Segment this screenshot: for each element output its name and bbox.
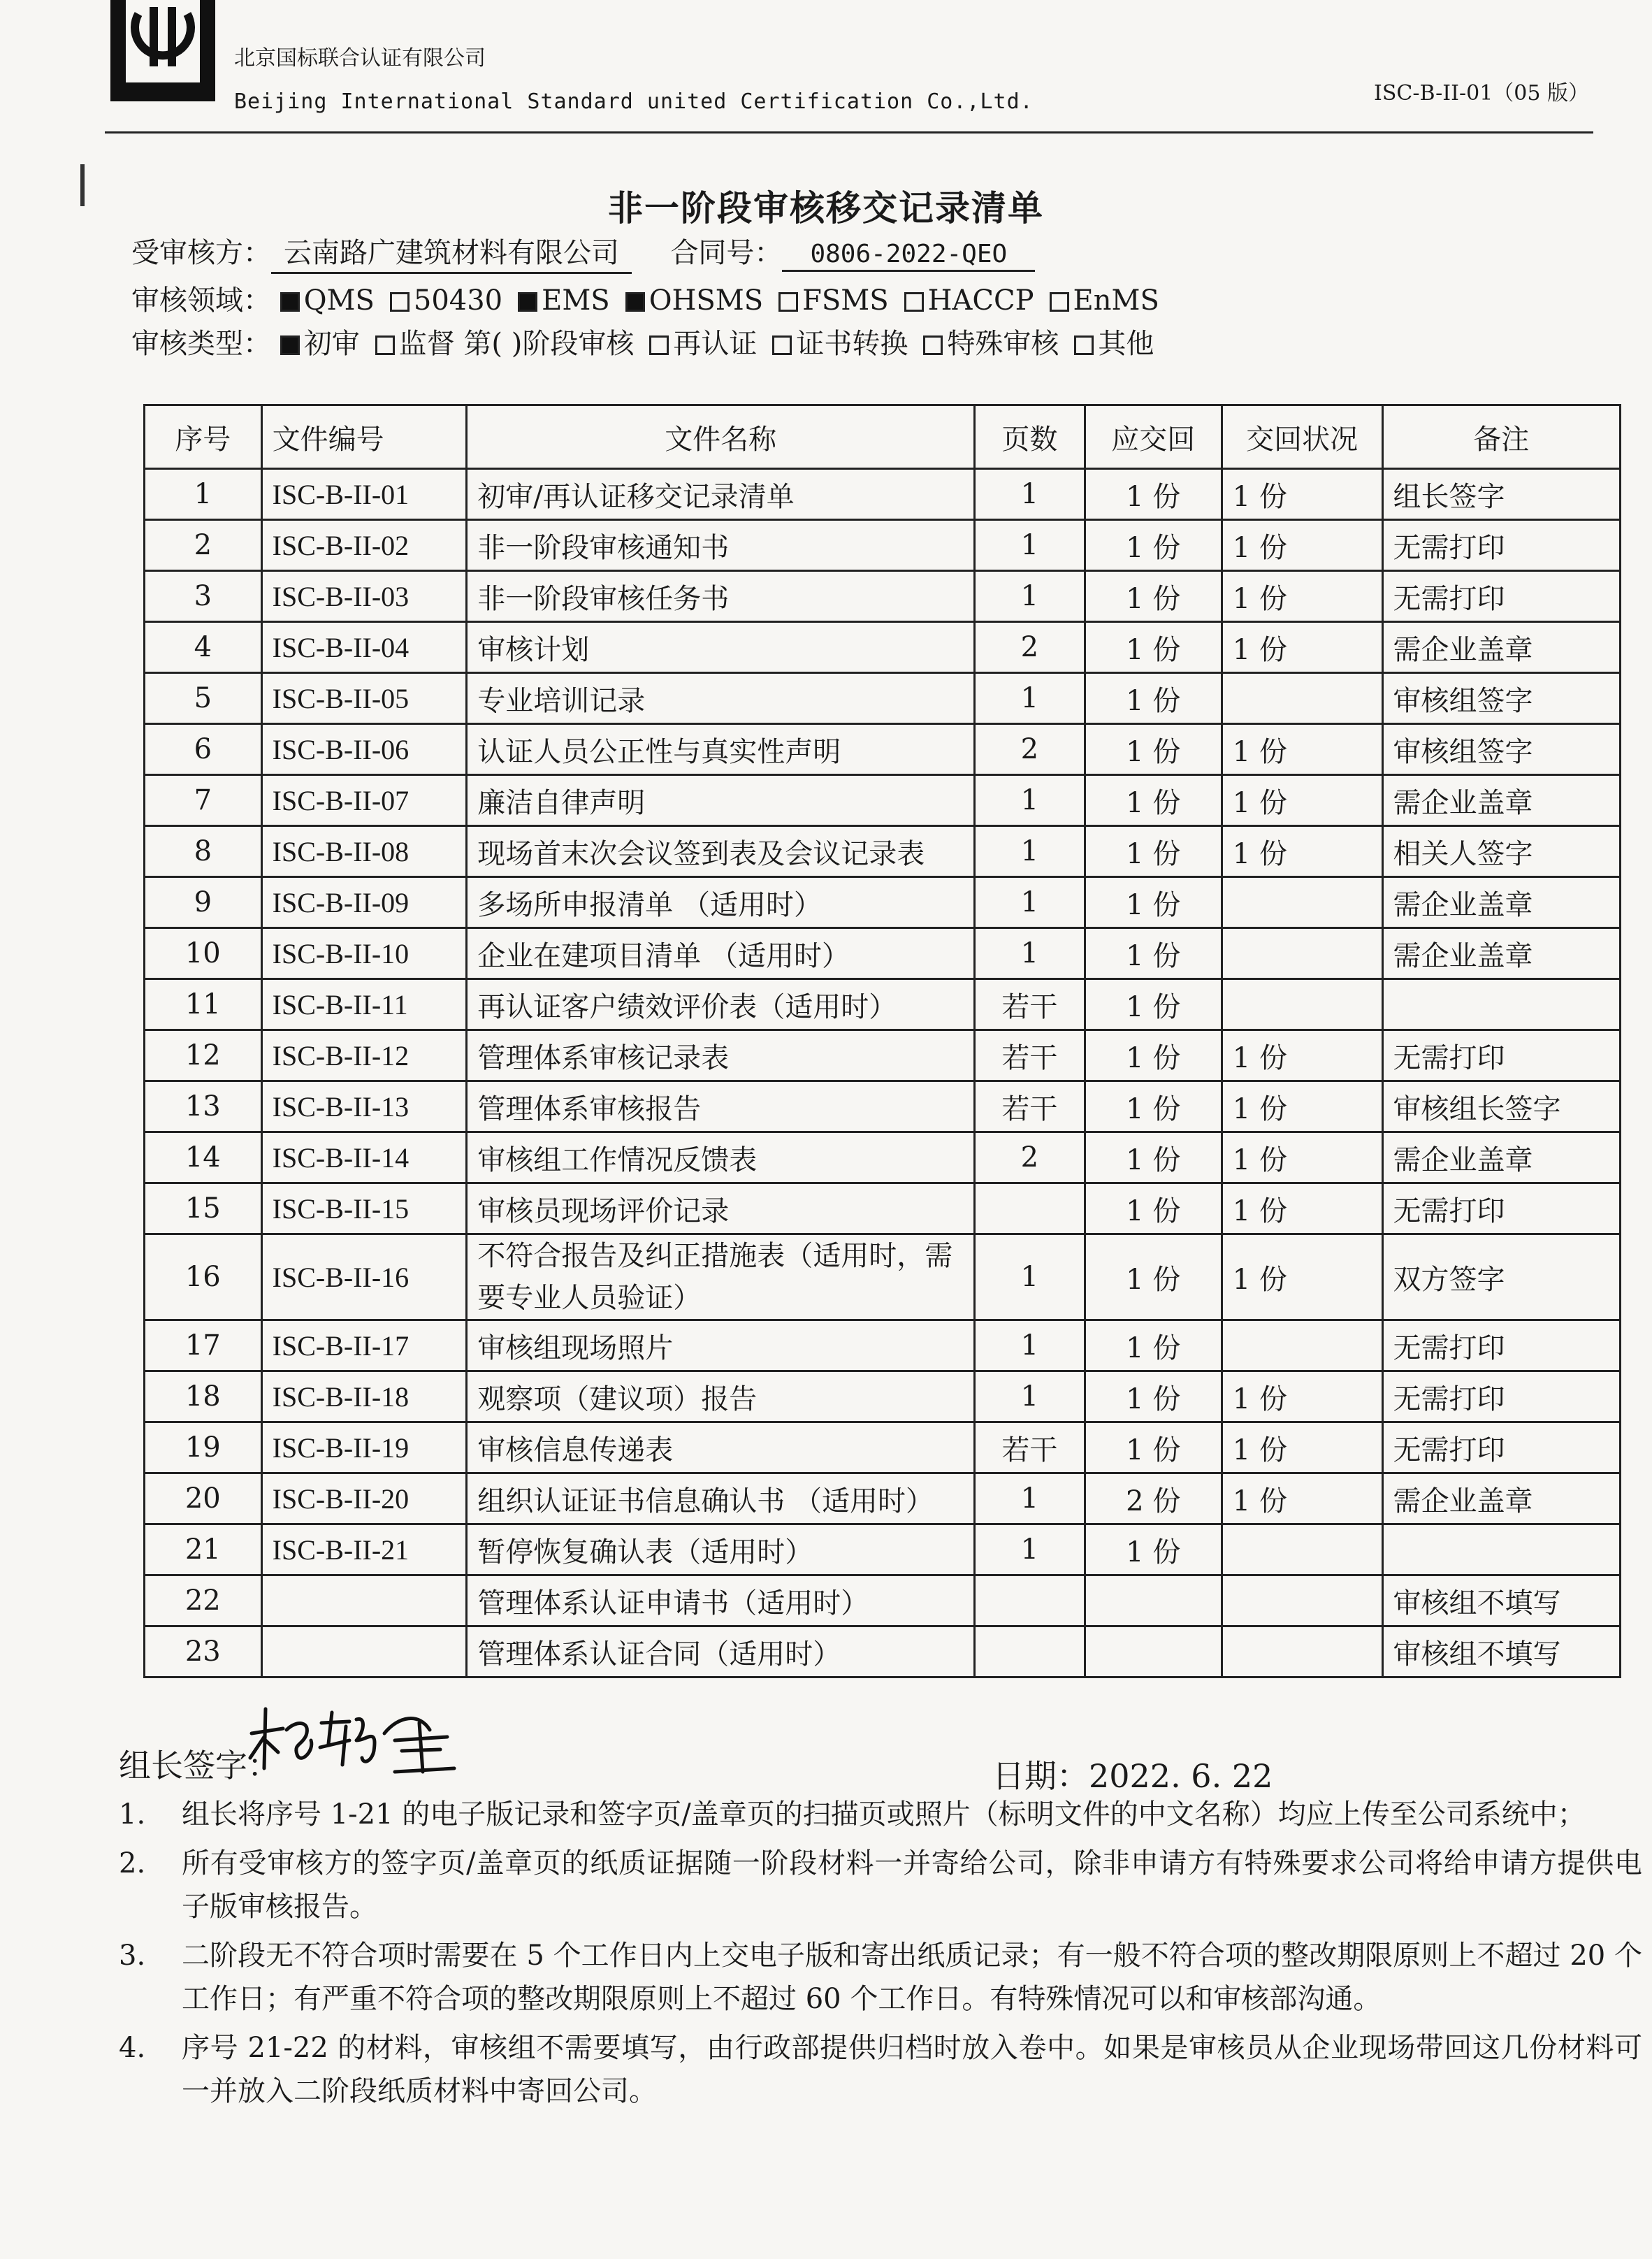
cell-seq: 15 bbox=[145, 1183, 262, 1234]
cell-returned bbox=[1222, 673, 1382, 724]
domain-option-label: EMS bbox=[542, 284, 610, 317]
cell-returned bbox=[1222, 979, 1382, 1030]
cell-name: 认证人员公正性与真实性声明 bbox=[467, 724, 975, 775]
note-number: 1. bbox=[119, 1798, 146, 1831]
audit-domain-label: 审核领域： bbox=[131, 284, 271, 317]
note-item bbox=[119, 2026, 1642, 2113]
table-row bbox=[145, 1320, 1621, 1371]
note-text: 组长将序号 1-21 的电子版记录和签字页/盖章页的扫描页或照片（标明文件的中文名称）均应上传至公司系统中； bbox=[182, 1798, 1586, 1831]
cell-code: ISC-B-II-08 bbox=[261, 826, 467, 877]
cell-seq: 22 bbox=[145, 1575, 262, 1626]
cell-name: 审核组现场照片 bbox=[467, 1320, 975, 1371]
domain-option-label: OHSMS bbox=[649, 284, 764, 317]
header-pages: 页数 bbox=[975, 405, 1085, 469]
cell-required bbox=[1085, 1626, 1222, 1677]
type-option[interactable] bbox=[923, 328, 1059, 360]
cell-name: 审核计划 bbox=[467, 622, 975, 673]
cell-note: 无需打印 bbox=[1382, 1371, 1620, 1422]
company-name-en: Beijing International Standard united Certification Co.,Ltd. bbox=[234, 89, 1034, 114]
cell-pages: 1 bbox=[975, 571, 1085, 622]
header-returned: 交回状况 bbox=[1222, 405, 1382, 469]
cell-pages: 2 bbox=[975, 724, 1085, 775]
unchecked-box-icon[interactable] bbox=[772, 335, 792, 355]
domain-option-label: EnMS bbox=[1073, 284, 1159, 317]
cell-note: 审核组不填写 bbox=[1382, 1626, 1620, 1677]
cell-pages: 若干 bbox=[975, 1422, 1085, 1473]
cell-note: 需企业盖章 bbox=[1382, 928, 1620, 979]
cell-required: 1 份 bbox=[1085, 469, 1222, 520]
cell-code: ISC-B-II-05 bbox=[261, 673, 467, 724]
table-row bbox=[145, 1081, 1621, 1132]
auditee-label: 受审核方： bbox=[131, 237, 271, 269]
note-text: 二阶段无不符合项时需要在 5 个工作日内上交电子版和寄出纸质记录；有一般不符合项的整改期限原则上不超过 20 个工作日；有严重不符合项的整改期限原则上不超过 60 个工作日。有特殊情况可以和审核部沟通。 bbox=[182, 1940, 1642, 2015]
cell-pages: 1 bbox=[975, 1234, 1085, 1320]
cell-pages: 若干 bbox=[975, 1081, 1085, 1132]
table-row bbox=[145, 928, 1621, 979]
cell-code: ISC-B-II-11 bbox=[261, 979, 467, 1030]
cell-name: 再认证客户绩效评价表（适用时） bbox=[467, 979, 975, 1030]
table-row bbox=[145, 622, 1621, 673]
cell-code: ISC-B-II-06 bbox=[261, 724, 467, 775]
cell-pages bbox=[975, 1626, 1085, 1677]
cell-name: 管理体系审核报告 bbox=[467, 1081, 975, 1132]
note-number: 3. bbox=[119, 1940, 146, 1972]
checked-box-icon[interactable] bbox=[518, 292, 537, 312]
cell-note: 审核组签字 bbox=[1382, 724, 1620, 775]
company-logo-icon bbox=[105, 0, 224, 105]
cell-code: ISC-B-II-18 bbox=[261, 1371, 467, 1422]
cell-pages: 若干 bbox=[975, 979, 1085, 1030]
header-seq: 序号 bbox=[145, 405, 262, 469]
cell-seq: 6 bbox=[145, 724, 262, 775]
cell-returned: 1 份 bbox=[1222, 520, 1382, 571]
domain-option[interactable] bbox=[1050, 284, 1159, 317]
cell-code bbox=[261, 1626, 467, 1677]
cell-pages: 1 bbox=[975, 826, 1085, 877]
table-row bbox=[145, 1626, 1621, 1677]
unchecked-box-icon[interactable] bbox=[778, 292, 798, 312]
cell-required: 1 份 bbox=[1085, 724, 1222, 775]
cell-seq: 4 bbox=[145, 622, 262, 673]
cell-required: 1 份 bbox=[1085, 1183, 1222, 1234]
date-line: 日期：2022. 6. 22 bbox=[992, 1757, 1273, 1795]
table-row bbox=[145, 673, 1621, 724]
cell-note: 审核组不填写 bbox=[1382, 1575, 1620, 1626]
unchecked-box-icon[interactable] bbox=[923, 335, 943, 355]
cell-seq: 8 bbox=[145, 826, 262, 877]
cell-required: 1 份 bbox=[1085, 1524, 1222, 1575]
cell-pages: 2 bbox=[975, 622, 1085, 673]
cell-code: ISC-B-II-16 bbox=[261, 1234, 467, 1320]
document-title: 非一阶段审核移交记录清单 bbox=[608, 188, 1044, 229]
cell-note: 审核组长签字 bbox=[1382, 1081, 1620, 1132]
cell-note: 无需打印 bbox=[1382, 571, 1620, 622]
cell-returned bbox=[1222, 1320, 1382, 1371]
cell-returned: 1 份 bbox=[1222, 1473, 1382, 1524]
cell-pages: 1 bbox=[975, 520, 1085, 571]
cell-name: 观察项（建议项）报告 bbox=[467, 1371, 975, 1422]
cell-returned: 1 份 bbox=[1222, 1183, 1382, 1234]
cell-seq: 16 bbox=[145, 1234, 262, 1320]
unchecked-box-icon[interactable] bbox=[390, 292, 410, 312]
cell-returned: 1 份 bbox=[1222, 775, 1382, 826]
cell-pages bbox=[975, 1575, 1085, 1626]
audit-type-options bbox=[280, 328, 1170, 360]
type-option-label: 监督 第( )阶段审核 bbox=[398, 328, 635, 360]
domain-option-label: HACCP bbox=[927, 284, 1034, 317]
cell-note: 无需打印 bbox=[1382, 1320, 1620, 1371]
domain-option-label: QMS bbox=[303, 284, 375, 317]
cell-code: ISC-B-II-07 bbox=[261, 775, 467, 826]
cell-seq: 17 bbox=[145, 1320, 262, 1371]
audit-domain-line bbox=[131, 278, 1175, 318]
cell-returned: 1 份 bbox=[1222, 1422, 1382, 1473]
cell-returned: 1 份 bbox=[1222, 724, 1382, 775]
type-option-label: 证书转换 bbox=[796, 328, 908, 360]
cell-note: 无需打印 bbox=[1382, 1030, 1620, 1081]
cell-name: 非一阶段审核任务书 bbox=[467, 571, 975, 622]
cell-note: 需企业盖章 bbox=[1382, 1473, 1620, 1524]
cell-pages: 1 bbox=[975, 673, 1085, 724]
domain-option[interactable] bbox=[280, 284, 375, 317]
cell-name: 管理体系认证合同（适用时） bbox=[467, 1626, 975, 1677]
cell-name: 暂停恢复确认表（适用时） bbox=[467, 1524, 975, 1575]
cell-seq: 10 bbox=[145, 928, 262, 979]
table-row bbox=[145, 1234, 1621, 1320]
cell-note bbox=[1382, 1524, 1620, 1575]
cell-returned: 1 份 bbox=[1222, 622, 1382, 673]
cell-required: 1 份 bbox=[1085, 1320, 1222, 1371]
type-option[interactable] bbox=[649, 328, 757, 360]
table-row bbox=[145, 1030, 1621, 1081]
cell-pages: 1 bbox=[975, 469, 1085, 520]
cell-code: ISC-B-II-10 bbox=[261, 928, 467, 979]
cell-note bbox=[1382, 979, 1620, 1030]
cell-returned: 1 份 bbox=[1222, 1371, 1382, 1422]
cell-name: 审核组工作情况反馈表 bbox=[467, 1132, 975, 1183]
table-row bbox=[145, 775, 1621, 826]
cell-code: ISC-B-II-21 bbox=[261, 1524, 467, 1575]
header-code: 文件编号 bbox=[261, 405, 467, 469]
cell-name: 廉洁自律声明 bbox=[467, 775, 975, 826]
audit-type-line bbox=[131, 322, 1169, 361]
cell-note: 审核组签字 bbox=[1382, 673, 1620, 724]
cell-returned bbox=[1222, 1575, 1382, 1626]
cell-code: ISC-B-II-01 bbox=[261, 469, 467, 520]
cell-seq: 3 bbox=[145, 571, 262, 622]
type-option-label: 再认证 bbox=[673, 328, 758, 360]
cell-code: ISC-B-II-20 bbox=[261, 1473, 467, 1524]
note-text: 序号 21-22 的材料，审核组不需要填写，由行政部提供归档时放入卷中。如果是审核员从企业现场带回这几份材料可一并放入二阶段纸质材料中寄回公司。 bbox=[182, 2032, 1642, 2107]
domain-option[interactable] bbox=[518, 284, 610, 317]
note-item bbox=[119, 1934, 1642, 2021]
leader-signature-label: 组长签字： bbox=[119, 1747, 280, 1784]
cell-required: 1 份 bbox=[1085, 673, 1222, 724]
cell-code: ISC-B-II-19 bbox=[261, 1422, 467, 1473]
cell-returned bbox=[1222, 1524, 1382, 1575]
cell-pages: 2 bbox=[975, 1132, 1085, 1183]
cell-code: ISC-B-II-14 bbox=[261, 1132, 467, 1183]
domain-option[interactable] bbox=[625, 284, 763, 317]
cell-code: ISC-B-II-03 bbox=[261, 571, 467, 622]
cell-code: ISC-B-II-09 bbox=[261, 877, 467, 928]
cell-seq: 19 bbox=[145, 1422, 262, 1473]
cell-note: 无需打印 bbox=[1382, 1183, 1620, 1234]
cell-pages: 1 bbox=[975, 1473, 1085, 1524]
note-number: 2. bbox=[119, 1847, 146, 1879]
cell-returned: 1 份 bbox=[1222, 826, 1382, 877]
cell-note: 双方签字 bbox=[1382, 1234, 1620, 1320]
cell-seq: 11 bbox=[145, 979, 262, 1030]
cell-required: 1 份 bbox=[1085, 775, 1222, 826]
cell-code: ISC-B-II-15 bbox=[261, 1183, 467, 1234]
cell-name: 初审/再认证移交记录清单 bbox=[467, 469, 975, 520]
type-option[interactable] bbox=[772, 328, 908, 360]
contract-value: 0806-2022-QEO bbox=[782, 240, 1035, 272]
header-divider bbox=[105, 131, 1593, 133]
cell-returned bbox=[1222, 877, 1382, 928]
cell-seq: 13 bbox=[145, 1081, 262, 1132]
cell-returned: 1 份 bbox=[1222, 1132, 1382, 1183]
cell-required: 1 份 bbox=[1085, 979, 1222, 1030]
unchecked-box-icon[interactable] bbox=[1050, 292, 1069, 312]
cell-required: 1 份 bbox=[1085, 1371, 1222, 1422]
table-row bbox=[145, 1473, 1621, 1524]
handwritten-signature bbox=[245, 1702, 475, 1779]
table-row bbox=[145, 520, 1621, 571]
cell-required: 1 份 bbox=[1085, 571, 1222, 622]
unchecked-box-icon[interactable] bbox=[904, 292, 924, 312]
cell-name: 专业培训记录 bbox=[467, 673, 975, 724]
cell-name: 现场首末次会议签到表及会议记录表 bbox=[467, 826, 975, 877]
note-item bbox=[119, 1793, 1642, 1836]
cell-returned: 1 份 bbox=[1222, 571, 1382, 622]
table-row bbox=[145, 469, 1621, 520]
type-option[interactable] bbox=[280, 328, 360, 360]
cell-seq: 7 bbox=[145, 775, 262, 826]
cell-required: 1 份 bbox=[1085, 1234, 1222, 1320]
cell-code bbox=[261, 1575, 467, 1626]
cell-seq: 21 bbox=[145, 1524, 262, 1575]
cell-seq: 14 bbox=[145, 1132, 262, 1183]
cell-code: ISC-B-II-04 bbox=[261, 622, 467, 673]
cell-returned bbox=[1222, 1626, 1382, 1677]
audit-type-label: 审核类型： bbox=[131, 328, 271, 360]
notes-list bbox=[119, 1793, 1642, 2119]
cell-required bbox=[1085, 1575, 1222, 1626]
type-option[interactable] bbox=[375, 328, 635, 360]
header-required: 应交回 bbox=[1085, 405, 1222, 469]
cell-name: 组织认证证书信息确认书 （适用时） bbox=[467, 1473, 975, 1524]
auditee-line bbox=[131, 231, 1035, 274]
cell-required: 1 份 bbox=[1085, 1030, 1222, 1081]
company-name-cn: 北京国标联合认证有限公司 bbox=[234, 46, 486, 71]
cell-pages: 1 bbox=[975, 1371, 1085, 1422]
cell-pages: 若干 bbox=[975, 1030, 1085, 1081]
checked-box-icon[interactable] bbox=[280, 292, 300, 312]
header-name: 文件名称 bbox=[467, 405, 975, 469]
cell-pages: 1 bbox=[975, 928, 1085, 979]
cell-required: 2 份 bbox=[1085, 1473, 1222, 1524]
cell-name: 企业在建项目清单 （适用时） bbox=[467, 928, 975, 979]
cell-seq: 23 bbox=[145, 1626, 262, 1677]
table-row bbox=[145, 1524, 1621, 1575]
cell-seq: 12 bbox=[145, 1030, 262, 1081]
domain-option-label: 50430 bbox=[413, 284, 503, 317]
cell-pages: 1 bbox=[975, 877, 1085, 928]
domain-option[interactable] bbox=[390, 284, 502, 317]
contract-label: 合同号： bbox=[670, 237, 783, 269]
type-option-label: 其他 bbox=[1098, 328, 1154, 360]
cell-note: 需企业盖章 bbox=[1382, 622, 1620, 673]
table-row bbox=[145, 877, 1621, 928]
cell-note: 组长签字 bbox=[1382, 469, 1620, 520]
table-row bbox=[145, 826, 1621, 877]
table-row bbox=[145, 1183, 1621, 1234]
table-row bbox=[145, 1371, 1621, 1422]
cell-seq: 9 bbox=[145, 877, 262, 928]
cell-required: 1 份 bbox=[1085, 1422, 1222, 1473]
cell-note: 需企业盖章 bbox=[1382, 1132, 1620, 1183]
cell-pages: 1 bbox=[975, 775, 1085, 826]
cell-code: ISC-B-II-12 bbox=[261, 1030, 467, 1081]
cell-returned bbox=[1222, 928, 1382, 979]
cell-note: 相关人签字 bbox=[1382, 826, 1620, 877]
cell-seq: 1 bbox=[145, 469, 262, 520]
cell-name: 非一阶段审核通知书 bbox=[467, 520, 975, 571]
domain-option[interactable] bbox=[778, 284, 889, 317]
table-row bbox=[145, 979, 1621, 1030]
cell-required: 1 份 bbox=[1085, 1132, 1222, 1183]
cell-required: 1 份 bbox=[1085, 877, 1222, 928]
cell-note: 无需打印 bbox=[1382, 520, 1620, 571]
cell-note: 需企业盖章 bbox=[1382, 775, 1620, 826]
cell-seq: 20 bbox=[145, 1473, 262, 1524]
unchecked-box-icon[interactable] bbox=[375, 335, 395, 355]
cell-name: 不符合报告及纠正措施表（适用时，需要专业人员验证） bbox=[467, 1234, 975, 1320]
table-row bbox=[145, 1422, 1621, 1473]
table-row bbox=[145, 571, 1621, 622]
cell-seq: 5 bbox=[145, 673, 262, 724]
checked-box-icon[interactable] bbox=[280, 335, 300, 355]
cell-name: 管理体系认证申请书（适用时） bbox=[467, 1575, 975, 1626]
cell-pages: 1 bbox=[975, 1320, 1085, 1371]
cell-required: 1 份 bbox=[1085, 622, 1222, 673]
table-row bbox=[145, 724, 1621, 775]
transfer-record-table bbox=[143, 404, 1621, 1678]
type-option-label: 初审 bbox=[303, 328, 360, 360]
unchecked-box-icon[interactable] bbox=[1074, 335, 1094, 355]
cell-required: 1 份 bbox=[1085, 928, 1222, 979]
cell-required: 1 份 bbox=[1085, 1081, 1222, 1132]
checked-box-icon[interactable] bbox=[625, 292, 645, 312]
note-text: 所有受审核方的签字页/盖章页的纸质证据随一阶段材料一并寄给公司，除非申请方有特殊要求公司将给申请方提供电子版审核报告。 bbox=[182, 1847, 1642, 1923]
cell-name: 管理体系审核记录表 bbox=[467, 1030, 975, 1081]
cell-note: 需企业盖章 bbox=[1382, 877, 1620, 928]
cell-returned: 1 份 bbox=[1222, 469, 1382, 520]
cell-pages bbox=[975, 1183, 1085, 1234]
table-row bbox=[145, 1132, 1621, 1183]
cell-returned: 1 份 bbox=[1222, 1234, 1382, 1320]
note-item bbox=[119, 1842, 1642, 1928]
form-code: ISC-B-II-01（05 版） bbox=[1374, 81, 1589, 106]
header-note: 备注 bbox=[1382, 405, 1620, 469]
domain-option[interactable] bbox=[904, 284, 1034, 317]
table-body bbox=[145, 469, 1621, 1677]
cell-code: ISC-B-II-02 bbox=[261, 520, 467, 571]
cell-required: 1 份 bbox=[1085, 826, 1222, 877]
cell-code: ISC-B-II-17 bbox=[261, 1320, 467, 1371]
cell-name: 审核员现场评价记录 bbox=[467, 1183, 975, 1234]
cell-pages: 1 bbox=[975, 1524, 1085, 1575]
type-option[interactable] bbox=[1074, 328, 1154, 360]
cell-returned: 1 份 bbox=[1222, 1081, 1382, 1132]
cell-seq: 18 bbox=[145, 1371, 262, 1422]
domain-option-label: FSMS bbox=[802, 284, 889, 317]
table-header-row bbox=[145, 405, 1621, 469]
table-row bbox=[145, 1575, 1621, 1626]
cell-note: 无需打印 bbox=[1382, 1422, 1620, 1473]
note-number: 4. bbox=[119, 2032, 146, 2064]
audit-domain-options bbox=[280, 284, 1175, 317]
unchecked-box-icon[interactable] bbox=[649, 335, 669, 355]
cell-required: 1 份 bbox=[1085, 520, 1222, 571]
cell-name: 审核信息传递表 bbox=[467, 1422, 975, 1473]
cell-seq: 2 bbox=[145, 520, 262, 571]
type-option-label: 特殊审核 bbox=[947, 328, 1059, 360]
cell-code: ISC-B-II-13 bbox=[261, 1081, 467, 1132]
cell-name: 多场所申报清单 （适用时） bbox=[467, 877, 975, 928]
auditee-value: 云南路广建筑材料有限公司 bbox=[271, 231, 632, 274]
cell-returned: 1 份 bbox=[1222, 1030, 1382, 1081]
